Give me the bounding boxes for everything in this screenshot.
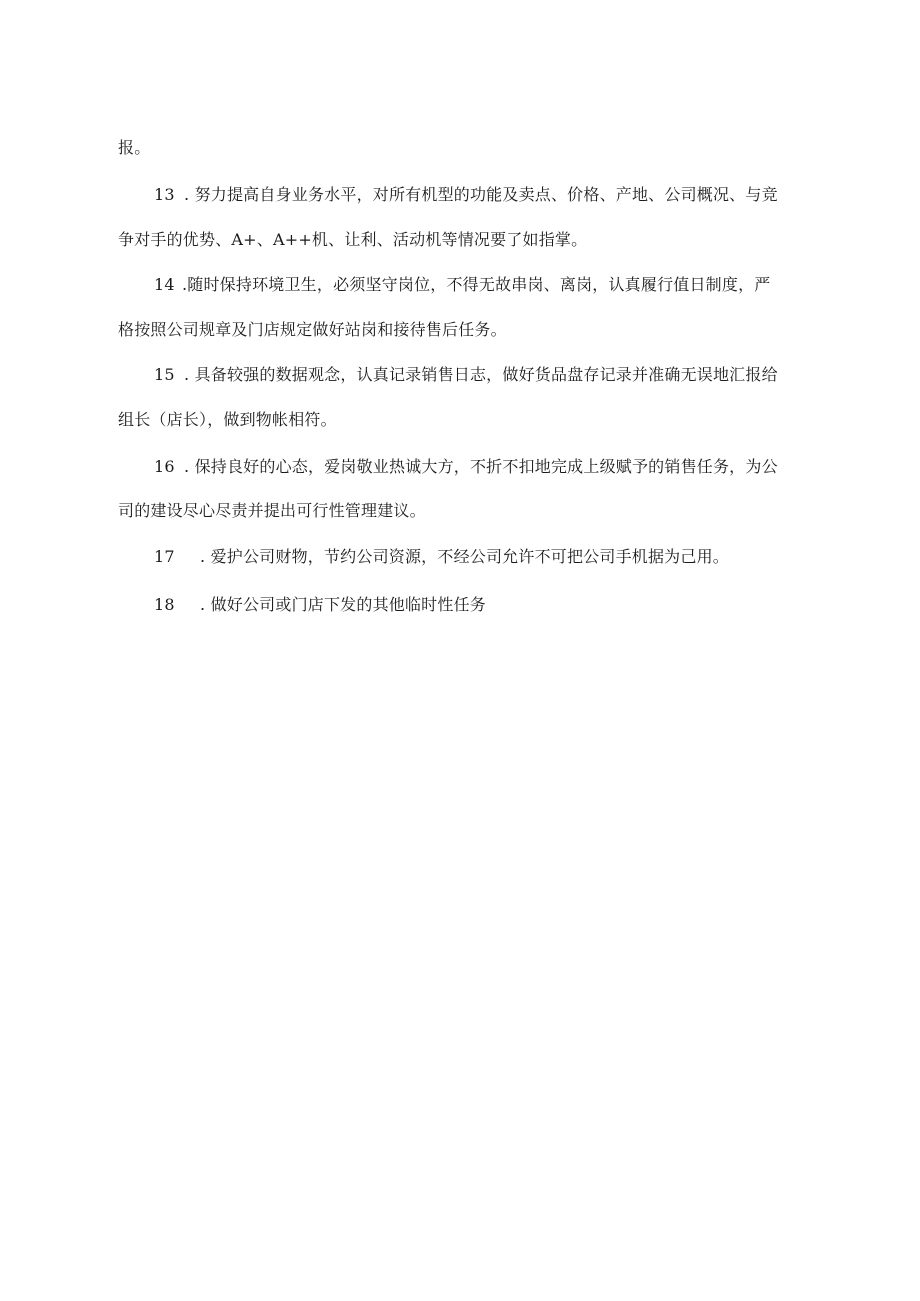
- item-13-number: 13: [154, 185, 175, 204]
- item-13-line-2: 争对手的优势、A+、A++机、让利、活动机等情况要了如指掌。: [118, 230, 588, 249]
- item-17-line-1: . 爱护公司财物，节约公司资源，不经公司允许不可把公司手机据为己用。: [200, 547, 729, 566]
- item-18-number: 18: [154, 595, 175, 614]
- item-14-number: 14: [154, 275, 175, 294]
- item-15-line-2: 组长（店长），做到物帐相符。: [118, 410, 337, 429]
- item-15-line-1: . 具备较强的数据观念，认真记录销售日志，做好货品盘存记录并准确无误地汇报给: [184, 365, 778, 384]
- item-18-line-1: . 做好公司或门店下发的其他临时性任务: [200, 595, 486, 614]
- item-14-line-2: 格按照公司规章及门店规定做好站岗和接待售后任务。: [118, 320, 507, 339]
- continuation-line: 报。: [118, 138, 151, 157]
- item-13-line-1: . 努力提高自身业务水平，对所有机型的功能及卖点、价格、产地、公司概况、与竞: [184, 185, 778, 204]
- item-17-number: 17: [154, 547, 175, 566]
- item-14-line-1: .随时保持环境卫生，必须坚守岗位，不得无故串岗、离岗，认真履行值日制度，严: [182, 275, 771, 294]
- item-15-number: 15: [154, 365, 175, 384]
- item-16-number: 16: [154, 457, 175, 476]
- item-16-line-2: 司的建设尽心尽责并提出可行性管理建议。: [118, 501, 426, 520]
- item-16-line-1: . 保持良好的心态，爱岗敬业热诚大方，不折不扣地完成上级赋予的销售任务，为公: [184, 457, 778, 476]
